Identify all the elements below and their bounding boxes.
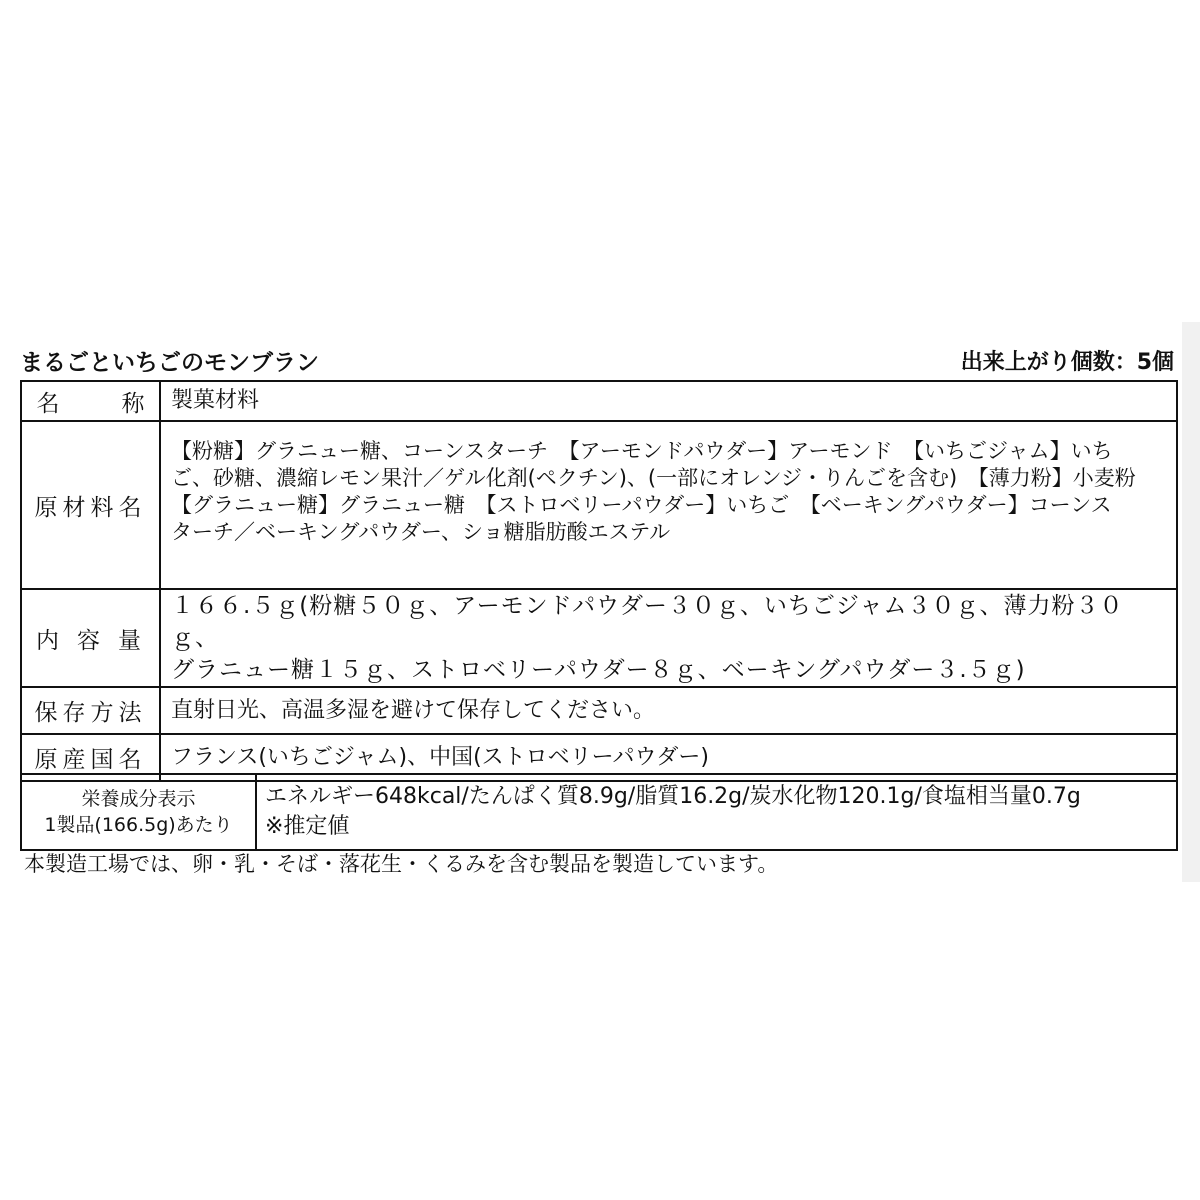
- origin-label-text: 原産国名: [34, 747, 147, 773]
- content-line: １６６.５ｇ(粉糖５０ｇ、アーモンドパウダー３０ｇ、いちごジャム３０ｇ、薄力粉３０ｇ、: [171, 593, 1124, 651]
- ingredients-value: [160, 421, 1177, 589]
- row-storage: [21, 687, 1177, 734]
- content-label-text: 内容量: [36, 627, 159, 654]
- ingredients-line: 【粉糖】グラニュー糖、コーンスターチ 【アーモンドパウダー】アーモンド 【いちごジャム】いち: [171, 439, 1113, 463]
- content-line: グラニュー糖１５ｇ、ストロベリーパウダー８ｇ、ベーキングパウダー３.５ｇ): [171, 657, 1026, 683]
- row-ingredients: [21, 421, 1177, 589]
- storage-label-text: 保存方法: [34, 700, 147, 726]
- ingredients-label-text: 原材料名: [34, 494, 147, 521]
- storage-label: [21, 687, 160, 734]
- ingredients-line: ターチ／ベーキングパウダー、ショ糖脂肪酸エステル: [171, 520, 671, 544]
- ingredients-label: [21, 421, 160, 589]
- nutrition-facts: エネルギー648kcal/たんぱく質8.9g/脂質16.2g/炭水化物120.1g/食塩相当量0.7g: [265, 784, 1081, 809]
- storage-value: 直射日光、高温多湿を避けて保存してください。: [160, 687, 1177, 734]
- nutrition-row: [21, 774, 1177, 850]
- nutrition-label-title: 栄養成分表示: [81, 788, 196, 810]
- ingredients-line: 【グラニュー糖】グラニュー糖 【ストロベリーパウダー】いちご 【ベーキングパウダー】コーンス: [171, 493, 1112, 517]
- content-value: [160, 589, 1177, 687]
- food-label-table: [20, 380, 1178, 782]
- yield-count: 出来上がり個数：5個: [960, 350, 1174, 375]
- row-name: [21, 381, 1177, 421]
- nutrition-table: [20, 773, 1178, 851]
- edge-strip: [1182, 322, 1200, 882]
- nutrition-label: [21, 774, 256, 850]
- origin-value: フランス(いちごジャム)、中国(ストロベリーパウダー): [160, 734, 1177, 781]
- nutrition-value: [256, 774, 1177, 850]
- name-value: 製菓材料: [160, 381, 1177, 421]
- row-content: [21, 589, 1177, 687]
- nutrition-label-basis: 1製品(166.5g)あたり: [44, 814, 233, 836]
- name-label: [21, 381, 160, 421]
- product-name: まるごといちごのモンブラン: [20, 350, 319, 376]
- allergen-footnote: 本製造工場では、卵・乳・そば・落花生・くるみを含む製品を製造しています。: [24, 852, 779, 876]
- nutrition-note: ※推定値: [265, 814, 350, 839]
- ingredients-line: ご、砂糖、濃縮レモン果汁／ゲル化剤(ペクチン)、(一部にオレンジ・りんごを含む) 【薄力粉】小麦粉: [171, 466, 1136, 490]
- name-label-part-1: 名: [36, 390, 60, 417]
- label-header: [20, 345, 1180, 381]
- content-label: [21, 589, 160, 687]
- name-label-part-2: 称: [121, 390, 145, 417]
